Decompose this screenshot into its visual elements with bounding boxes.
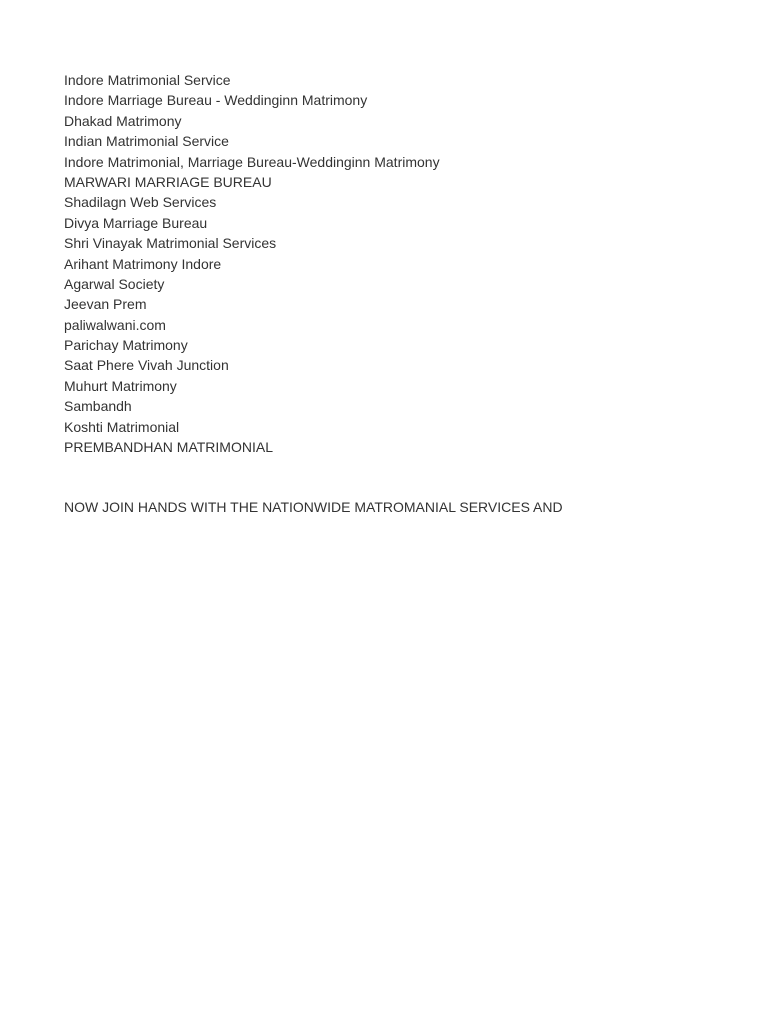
matrimonial-listing (64, 70, 744, 457)
list-item: PREMBANDHAN MATRIMONIAL (64, 439, 273, 456)
list-item: MARWARI MARRIAGE BUREAU (64, 173, 272, 190)
list-item: Divya Marriage Bureau (64, 214, 208, 231)
list-item: Indore Matrimonial Service (64, 72, 231, 88)
list-item: Sambandh (64, 398, 132, 415)
list-item: Shadilagn Web Services (64, 194, 217, 211)
list-item: Saat Phere Vivah Junction (64, 357, 229, 374)
document-page (64, 70, 744, 531)
list-item: Jeevan Prem (64, 296, 147, 313)
list-item: Arihant Matrimony Indore (64, 255, 222, 272)
list-item: Agarwal Society (64, 275, 165, 292)
list-item: Muhurt Matrimony (64, 377, 177, 394)
list-item: Koshti Matrimonial (64, 418, 180, 435)
list-item: Parichay Matrimony (64, 337, 188, 354)
closing-paragraph: NOW JOIN HANDS WITH THE NATIONWIDE MATROMANIAL SERVICES AND (64, 499, 563, 516)
list-item: Dhakad Matrimony (64, 112, 182, 129)
list-item: Indore Marriage Bureau - Weddinginn Matrimony (64, 92, 368, 109)
list-item: paliwalwani.com (64, 316, 166, 333)
list-item: Shri Vinayak Matrimonial Services (64, 235, 277, 252)
list-item: Indore Matrimonial, Marriage Bureau-Weddinginn Matrimony (64, 153, 440, 170)
list-item: Indian Matrimonial Service (64, 133, 229, 150)
